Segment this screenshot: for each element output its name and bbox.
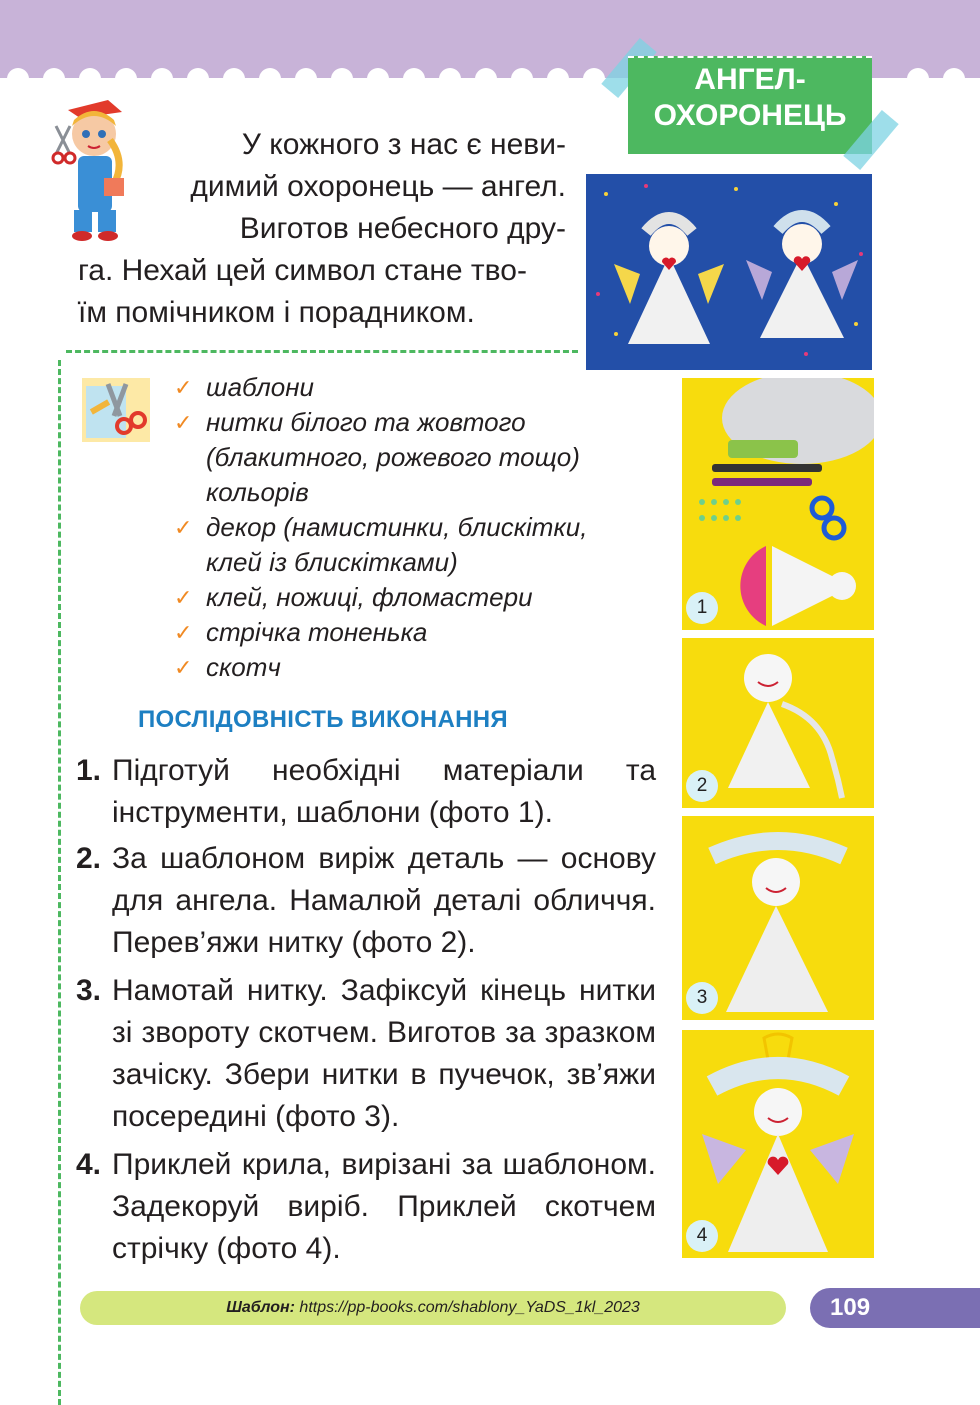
scallop-dot — [511, 68, 533, 90]
title-line-1: АНГЕЛ- — [694, 63, 806, 96]
step-number: 2. — [76, 842, 102, 875]
intro-line: Виготов небесного дру- — [239, 212, 566, 245]
scallop-dot — [547, 68, 569, 90]
step-text: Підготуй необхідні матеріали та інструменти, шаблони (фото 1). — [112, 754, 656, 829]
step-item — [76, 1144, 656, 1270]
step-text: Намотай нитку. Зафіксуй кінець нитки зі звороту скотчем. Виготов за зразком зачіску. Збери нитки в пучечок, зв’яжи посередині (фото 3). — [112, 974, 656, 1133]
scallop-dot — [259, 68, 281, 90]
material-item: ✓ стрічка тоненька — [172, 615, 632, 650]
scallop-dot — [475, 68, 497, 90]
step-number: 3. — [76, 974, 102, 1007]
scallop-dot — [943, 68, 965, 90]
title-line-2: ОХОРОНЕЦЬ — [653, 99, 847, 132]
step-text: За шаблоном виріж деталь — основу для ангела. Намалюй деталі обличчя. Перев’яжи нитку (фото 2). — [112, 842, 656, 959]
dashed-divider — [66, 350, 578, 353]
page-title — [628, 56, 872, 154]
intro-text — [78, 124, 566, 334]
scallop-dot — [223, 68, 245, 90]
template-link-bar — [80, 1291, 786, 1325]
photo-number-badge: 3 — [686, 982, 718, 1014]
scallop-dot — [439, 68, 461, 90]
dashed-margin-line — [58, 360, 61, 1405]
intro-line: га. Нехай цей символ стане тво- — [78, 254, 527, 287]
intro-line: У кожного з нас є неви- — [241, 128, 566, 161]
step-number: 1. — [76, 754, 102, 787]
material-item: ✓ скотч — [172, 650, 632, 685]
step-item — [76, 750, 656, 834]
material-item: ✓ шаблони — [172, 370, 632, 405]
scallop-dot — [43, 68, 65, 90]
materials-list — [172, 370, 632, 685]
scallop-dot — [7, 68, 29, 90]
step-number: 4. — [76, 1148, 102, 1181]
photo-finished-angels — [586, 174, 872, 370]
photo-step-1 — [682, 378, 874, 630]
step-item — [76, 970, 656, 1138]
material-item: ✓ декор (намистинки, блискітки, клей із блискітками) — [174, 512, 588, 577]
scallop-dot — [583, 68, 605, 90]
photo-number-badge: 2 — [686, 770, 718, 802]
material-item: ✓ нитки білого та жовтого (блакитного, рожевого тощо) кольорів — [174, 407, 580, 507]
material-item: ✓ клей, ножиці, фломастери — [172, 580, 632, 615]
photo-number-badge: 4 — [686, 1220, 718, 1252]
intro-line: димий охоронець — ангел. — [190, 170, 566, 203]
step-item — [76, 838, 656, 964]
check-icon: ✓ — [174, 655, 193, 680]
scallop-dot — [907, 68, 929, 90]
check-icon: ✓ — [174, 620, 193, 645]
scallop-dot — [79, 68, 101, 90]
template-url[interactable]: https://pp-books.com/shablony_YaDS_1kl_2023 — [299, 1299, 640, 1316]
page-number: 109 — [810, 1288, 980, 1328]
photo-number-badge: 1 — [686, 592, 718, 624]
photo-step-2 — [682, 638, 874, 808]
check-icon: ✓ — [174, 375, 193, 400]
tools-icon — [80, 376, 152, 444]
scallop-dot — [187, 68, 209, 90]
check-icon: ✓ — [174, 585, 193, 610]
scallop-dot — [151, 68, 173, 90]
intro-line: їм помічником і порадником. — [78, 296, 475, 329]
check-icon: ✓ — [174, 515, 193, 540]
scallop-dot — [331, 68, 353, 90]
scallop-dot — [115, 68, 137, 90]
steps-heading: ПОСЛІДОВНІСТЬ ВИКОНАННЯ — [138, 706, 508, 733]
scallop-dot — [295, 68, 317, 90]
photo-step-4 — [682, 1030, 874, 1258]
template-label: Шаблон: — [226, 1299, 295, 1316]
scallop-dot — [367, 68, 389, 90]
scallop-dot — [403, 68, 425, 90]
photo-step-3 — [682, 816, 874, 1020]
step-text: Приклей крила, вирізані за шаблоном. Задекоруй виріб. Приклей скотчем стрічку (фото 4). — [112, 1148, 656, 1265]
check-icon: ✓ — [174, 410, 193, 435]
